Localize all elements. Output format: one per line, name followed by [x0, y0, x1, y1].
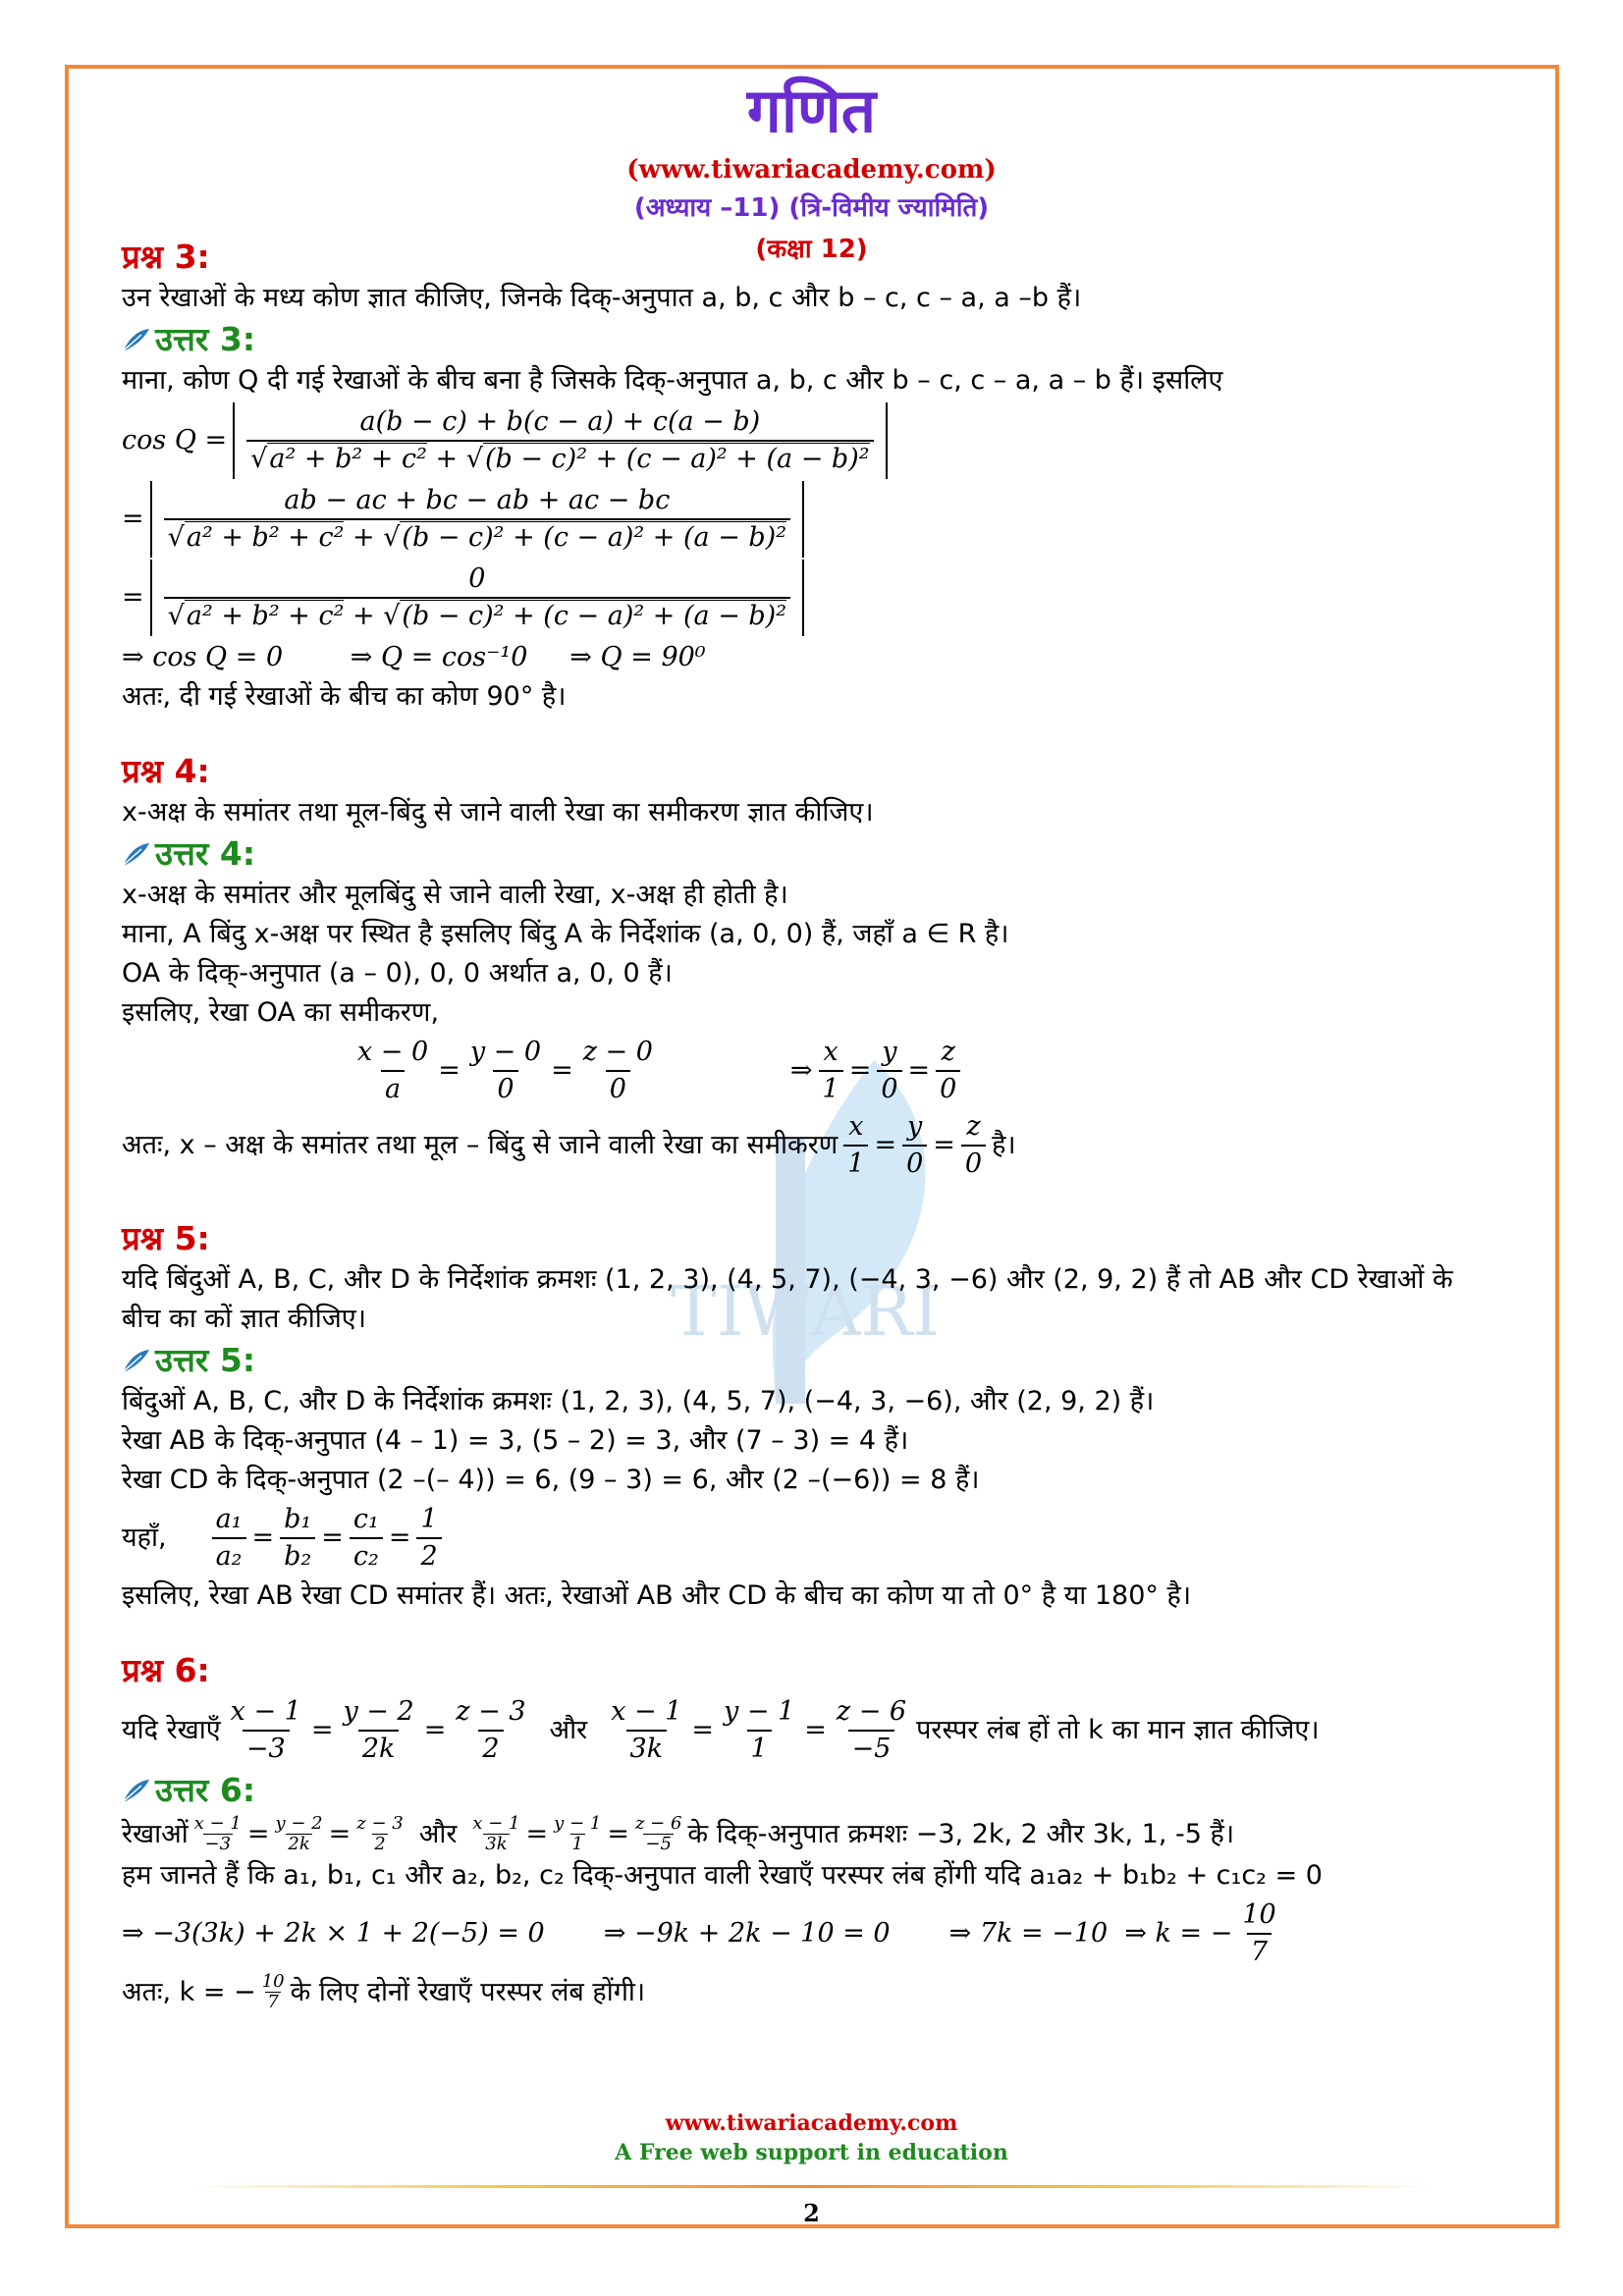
- equals-sign: =: [328, 1818, 352, 1849]
- frac-den: c₂: [350, 1537, 383, 1575]
- equals-sign: =: [804, 1715, 827, 1745]
- frac-num: z − 6: [634, 1813, 682, 1834]
- a6-b1: [470, 1814, 521, 1854]
- answer-4-text: उत्तर 4:: [155, 834, 256, 873]
- fraction-1-num: a(b − c) + b(c − a) + c(a − b): [359, 406, 761, 437]
- frac-num: z − 0: [582, 1037, 653, 1067]
- answer-4-equation: [348, 1035, 1516, 1107]
- eq4-res-x: [819, 1035, 843, 1107]
- question-5-text-2: बीच का कों ज्ञात कीजिए।: [122, 1304, 366, 1334]
- fraction-1: [246, 404, 873, 477]
- frac-num: z − 3: [356, 1813, 404, 1834]
- frac-den: 0: [961, 1145, 986, 1182]
- frac-num: x − 1: [472, 1813, 520, 1834]
- sqrt-b: (b − c)² + (c − a)² + (a − b)²: [402, 601, 787, 631]
- answer-3-conclusion: अतः, दी गई रेखाओं के बीच का कोण 90° है।: [122, 681, 567, 712]
- den-plus: +: [352, 522, 375, 553]
- answer-4-line-2: माना, A बिंदु x-अक्ष पर स्थित है इसलिए बिंदु A के निर्देशांक (a, 0, 0) हैं, जहाँ a ∈ R है।: [122, 919, 1009, 949]
- here-label: यहाँ,: [122, 1522, 167, 1553]
- frac-num: x − 0: [357, 1037, 429, 1067]
- watermark-text: TIWARI: [671, 1271, 940, 1352]
- abs-value-2: [150, 481, 804, 558]
- answer-6-line-3: [122, 1897, 1516, 1970]
- frac-den: 1: [747, 1730, 772, 1767]
- answer-6-text: उत्तर 6:: [155, 1771, 256, 1809]
- conclusion-post: है।: [992, 1130, 1016, 1160]
- frac-num: 10: [1242, 1899, 1276, 1930]
- fraction-2-num: ab − ac + bc − ab + ac − bc: [284, 485, 671, 515]
- answer-4-conclusion: [122, 1109, 1516, 1182]
- equals-sign: =: [848, 1055, 872, 1086]
- answer-5-label: [122, 1339, 1516, 1382]
- question-5-label: प्रश्न 5:: [122, 1219, 210, 1257]
- equals-sign: =: [525, 1818, 549, 1849]
- abs-value-3: [150, 560, 804, 636]
- chapter-title: (अध्याय –11) (त्रि-विमीय ज्यामिति): [633, 193, 990, 223]
- a6-steps: ⇒ −3(3k) + 2k × 1 + 2(−5) = 0 ⇒ −9k + 2k − 10 = 0 ⇒ 7k = −10 ⇒ k = −: [122, 1918, 1233, 1949]
- question-4-label: प्रश्न 4:: [122, 752, 210, 790]
- frac-den: −5: [645, 1834, 672, 1854]
- q6-b1: [607, 1694, 685, 1767]
- answer-3-line-1: माना, कोण Q दी गई रेखाओं के बीच बना है जिसके दिक्-अनुपात a, b, c और b – c, c – a, a – b हैं। इसलिए: [122, 365, 1223, 396]
- frac-den: −3: [243, 1730, 290, 1767]
- answer-4-line-1: x-अक्ष के समांतर और मूलबिंदु से जाने वाली रेखा, x-अक्ष ही होती है।: [122, 880, 788, 910]
- q6-a2: [339, 1694, 417, 1767]
- fraction-1-den: √a² + b² + c² + √(b − c)² + (c − a)² + (a − b)²: [246, 440, 873, 477]
- sqrt-a: a² + b² + c²: [269, 444, 427, 474]
- frac-num: y − 2: [343, 1696, 414, 1727]
- cos-q-label: cos Q =: [122, 425, 228, 455]
- question-3-text: उन रेखाओं के मध्य कोण ज्ञात कीजिए, जिनके दिक्-अनुपात a, b, c और b – c, c – a, a –b हैं।: [122, 283, 1082, 313]
- a6-post: के दिक्-अनुपात क्रमशः −3, 2k, 2 और 3k, 1, -5 हैं।: [687, 1818, 1235, 1849]
- frac-num: b₁: [284, 1504, 312, 1534]
- frac-den: 3k: [626, 1730, 668, 1767]
- answer-6-line-2: हम जानते हैं कि a₁, b₁, c₁ और a₂, b₂, c₂ दिक्-अनुपात वाली रेखाएँ परस्पर लंब होंगी यदि a₁a₂ + b₁b₂ + c₁c₂ = 0: [122, 1860, 1323, 1891]
- answer-6-label: [122, 1769, 1516, 1812]
- frac-den: 2: [416, 1537, 441, 1575]
- eq4-frac-z: [579, 1035, 657, 1107]
- frac-num: y − 0: [469, 1037, 542, 1067]
- equals-sign: =: [551, 1055, 573, 1086]
- frac-den: b₂: [280, 1537, 315, 1575]
- frac-num: y: [907, 1111, 923, 1142]
- ratio-a: [212, 1502, 246, 1575]
- den-plus: +: [352, 601, 375, 631]
- answer-6-conclusion: [122, 1972, 1516, 2012]
- question-5-text-1: यदि बिंदुओं A, B, C, और D के निर्देशांक क्रमशः (1, 2, 3), (4, 5, 7), (−4, 3, −6) और (2, 9, 2) हैं तो AB और CD रेखाओं के: [122, 1264, 1453, 1295]
- k-value: [1238, 1897, 1279, 1970]
- equals-sign: =: [122, 504, 144, 534]
- frac-den: 0: [936, 1070, 960, 1107]
- answer-3-result: ⇒ cos Q = 0 ⇒ Q = cos⁻¹0 ⇒ Q = 90⁰: [122, 642, 706, 672]
- footer-website[interactable]: www.tiwariacademy.com: [665, 2110, 958, 2136]
- equals-sign: =: [874, 1130, 897, 1160]
- a6-b3: [633, 1814, 683, 1854]
- page-number: 2: [803, 2199, 820, 2227]
- frac-den: 0: [877, 1070, 901, 1107]
- a6-and: और: [418, 1818, 458, 1849]
- ratio-half: [416, 1502, 441, 1575]
- answer-4-label: [122, 832, 1516, 876]
- frac-num: z: [941, 1037, 955, 1067]
- frac-den: 7: [267, 1992, 279, 2012]
- frac-num: z: [966, 1111, 981, 1142]
- q6-a1: [227, 1694, 305, 1767]
- answer-4-line-4: इसलिए, रेखा OA का समीकरण,: [122, 997, 440, 1028]
- frac-den: 0: [902, 1145, 927, 1182]
- footer-tagline: A Free web support in education: [615, 2140, 1008, 2165]
- frac-num: 1: [420, 1504, 438, 1534]
- frac-num: y: [882, 1037, 897, 1067]
- equals-sign: =: [691, 1715, 715, 1745]
- page-footer: [0, 2110, 1623, 2165]
- sqrt-a: a² + b² + c²: [186, 522, 345, 553]
- frac-den: 0: [606, 1070, 630, 1107]
- equals-sign: =: [388, 1522, 411, 1553]
- question-6-text: [122, 1694, 1516, 1767]
- frac-den: a₂: [212, 1537, 246, 1575]
- fraction-3-num: 0: [468, 563, 486, 594]
- frac-den: 1: [843, 1145, 868, 1182]
- answer-3-eq-3: [122, 560, 1516, 636]
- question-6-label: प्रश्न 6:: [122, 1651, 210, 1689]
- frac-num: 10: [261, 1971, 285, 1992]
- eq4-res-z: [936, 1035, 960, 1107]
- answer-6-line-1: [122, 1814, 1516, 1854]
- frac-den: −3: [204, 1834, 232, 1854]
- answer-5-ratio: [122, 1502, 1516, 1575]
- class-label: (कक्षा 12): [755, 235, 868, 264]
- fraction-3-den: √a² + b² + c² + √(b − c)² + (c − a)² + (a − b)²: [164, 597, 790, 634]
- a6-pre: रेखाओं: [122, 1818, 189, 1849]
- header-website[interactable]: (www.tiwariacademy.com): [626, 155, 997, 185]
- frac-num: a₁: [215, 1504, 243, 1534]
- q6-a3: [452, 1694, 529, 1767]
- sqrt-b: (b − c)² + (c − a)² + (a − b)²: [484, 444, 870, 474]
- a6-conc-pre: अतः, k = −: [122, 1976, 256, 2007]
- page-title: गणित: [746, 75, 877, 146]
- frac-den: 1: [571, 1834, 583, 1854]
- equals-sign: =: [251, 1522, 275, 1553]
- q6-and: और: [549, 1715, 588, 1745]
- feather-icon: [122, 1778, 151, 1803]
- frac-num: x: [823, 1037, 839, 1067]
- frac-den: −5: [848, 1730, 895, 1767]
- feather-icon: [122, 327, 151, 352]
- q6-pre: यदि रेखाएँ: [122, 1715, 221, 1745]
- equals-sign: =: [246, 1818, 270, 1849]
- q6-b2: [720, 1694, 798, 1767]
- frac-num: z − 6: [836, 1696, 907, 1727]
- q6-b3: [833, 1694, 910, 1767]
- answer-3-eq-1: [122, 402, 1516, 479]
- den-plus: +: [435, 444, 459, 474]
- a6-b2: [552, 1814, 603, 1854]
- frac-num: x − 1: [230, 1696, 301, 1727]
- frac-num: x − 1: [611, 1696, 682, 1727]
- k-value-small: [260, 1972, 287, 2012]
- answer-5-line-1: बिंदुओं A, B, C, और D के निर्देशांक क्रमशः (1, 2, 3), (4, 5, 7), (−4, 3, −6), और (2, 9, 2) हैं।: [122, 1386, 1155, 1416]
- question-3-label: प्रश्न 3:: [122, 238, 210, 276]
- eq4-frac-y: [466, 1035, 545, 1107]
- frac-num: x − 1: [193, 1813, 242, 1834]
- frac-den: 1: [819, 1070, 843, 1107]
- equals-sign: =: [122, 582, 144, 613]
- frac-num: y − 1: [554, 1813, 602, 1834]
- frac-den: 2: [374, 1834, 386, 1854]
- answer-3-label: [122, 318, 1516, 361]
- frac-den: 3k: [485, 1834, 508, 1854]
- answer-5-line-3: रेखा CD के दिक्-अनुपात (2 –(– 4)) = 6, (9 – 3) = 6, और (2 –(−6)) = 8 हैं।: [122, 1465, 980, 1495]
- frac-num: z − 3: [456, 1696, 526, 1727]
- fraction-2: [164, 483, 790, 556]
- content: [122, 236, 1516, 2014]
- ratio-b: [280, 1502, 315, 1575]
- a6-a3: [354, 1814, 405, 1854]
- equals-sign: =: [423, 1715, 447, 1745]
- implies-sign: ⇒: [789, 1055, 813, 1086]
- conc-frac-x: [843, 1109, 868, 1182]
- question-4-text: x-अक्ष के समांतर तथा मूल-बिंदु से जाने वाली रेखा का समीकरण ज्ञात कीजिए।: [122, 797, 874, 828]
- fraction-3: [164, 561, 790, 634]
- equals-sign: =: [607, 1818, 629, 1849]
- feather-icon: [122, 1348, 151, 1373]
- abs-value-1: [233, 402, 887, 479]
- q6-post: परस्पर लंब हों तो k का मान ज्ञात कीजिए।: [916, 1715, 1320, 1745]
- a6-a1: [192, 1814, 243, 1854]
- frac-den: 0: [493, 1070, 517, 1107]
- equals-sign: =: [933, 1130, 955, 1160]
- answer-3-text: उत्तर 3:: [155, 320, 256, 358]
- answer-5-line-2: रेखा AB के दिक्-अनुपात (4 – 1) = 3, (5 – 2) = 3, और (7 – 3) = 4 हैं।: [122, 1425, 909, 1456]
- answer-5-conclusion: इसलिए, रेखा AB रेखा CD समांतर हैं। अतः, रेखाओं AB और CD के बीच का कोण या तो 0° है या 180° है।: [122, 1580, 1192, 1611]
- sqrt-a: a² + b² + c²: [186, 601, 345, 631]
- frac-den: 2: [478, 1730, 503, 1767]
- frac-num: y − 2: [275, 1813, 323, 1834]
- equals-sign: =: [907, 1055, 931, 1086]
- a6-conc-post: के लिए दोनों रेखाएँ परस्पर लंब होंगी।: [290, 1976, 646, 2007]
- conc-frac-y: [902, 1109, 927, 1182]
- equals-sign: =: [321, 1522, 344, 1553]
- eq4-res-y: [877, 1035, 901, 1107]
- footer-divider: [187, 2185, 1436, 2188]
- frac-den: 2k: [288, 1834, 310, 1854]
- a6-a2: [273, 1814, 324, 1854]
- answer-4-line-3: OA के दिक्-अनुपात (a – 0), 0, 0 अर्थात a, 0, 0 हैं।: [122, 958, 673, 988]
- frac-den: 7: [1247, 1933, 1271, 1970]
- sqrt-b: (b − c)² + (c − a)² + (a − b)²: [402, 522, 787, 553]
- frac-num: y − 1: [724, 1696, 795, 1727]
- answer-5-text: उत्तर 5:: [155, 1341, 256, 1379]
- frac-den: a: [381, 1070, 405, 1107]
- conclusion-pre: अतः, x – अक्ष के समांतर तथा मूल – बिंदु से जाने वाली रेखा का समीकरण: [122, 1130, 839, 1160]
- frac-den: 2k: [358, 1730, 400, 1767]
- ratio-c: [350, 1502, 383, 1575]
- frac-num: x: [848, 1111, 864, 1142]
- conc-frac-z: [961, 1109, 986, 1182]
- equals-sign: =: [438, 1055, 460, 1086]
- eq4-frac-x: [353, 1035, 432, 1107]
- fraction-2-den: √a² + b² + c² + √(b − c)² + (c − a)² + (a − b)²: [164, 518, 790, 556]
- feather-icon: [122, 841, 151, 867]
- frac-num: c₁: [352, 1504, 379, 1534]
- answer-3-eq-2: [122, 481, 1516, 558]
- equals-sign: =: [310, 1715, 334, 1745]
